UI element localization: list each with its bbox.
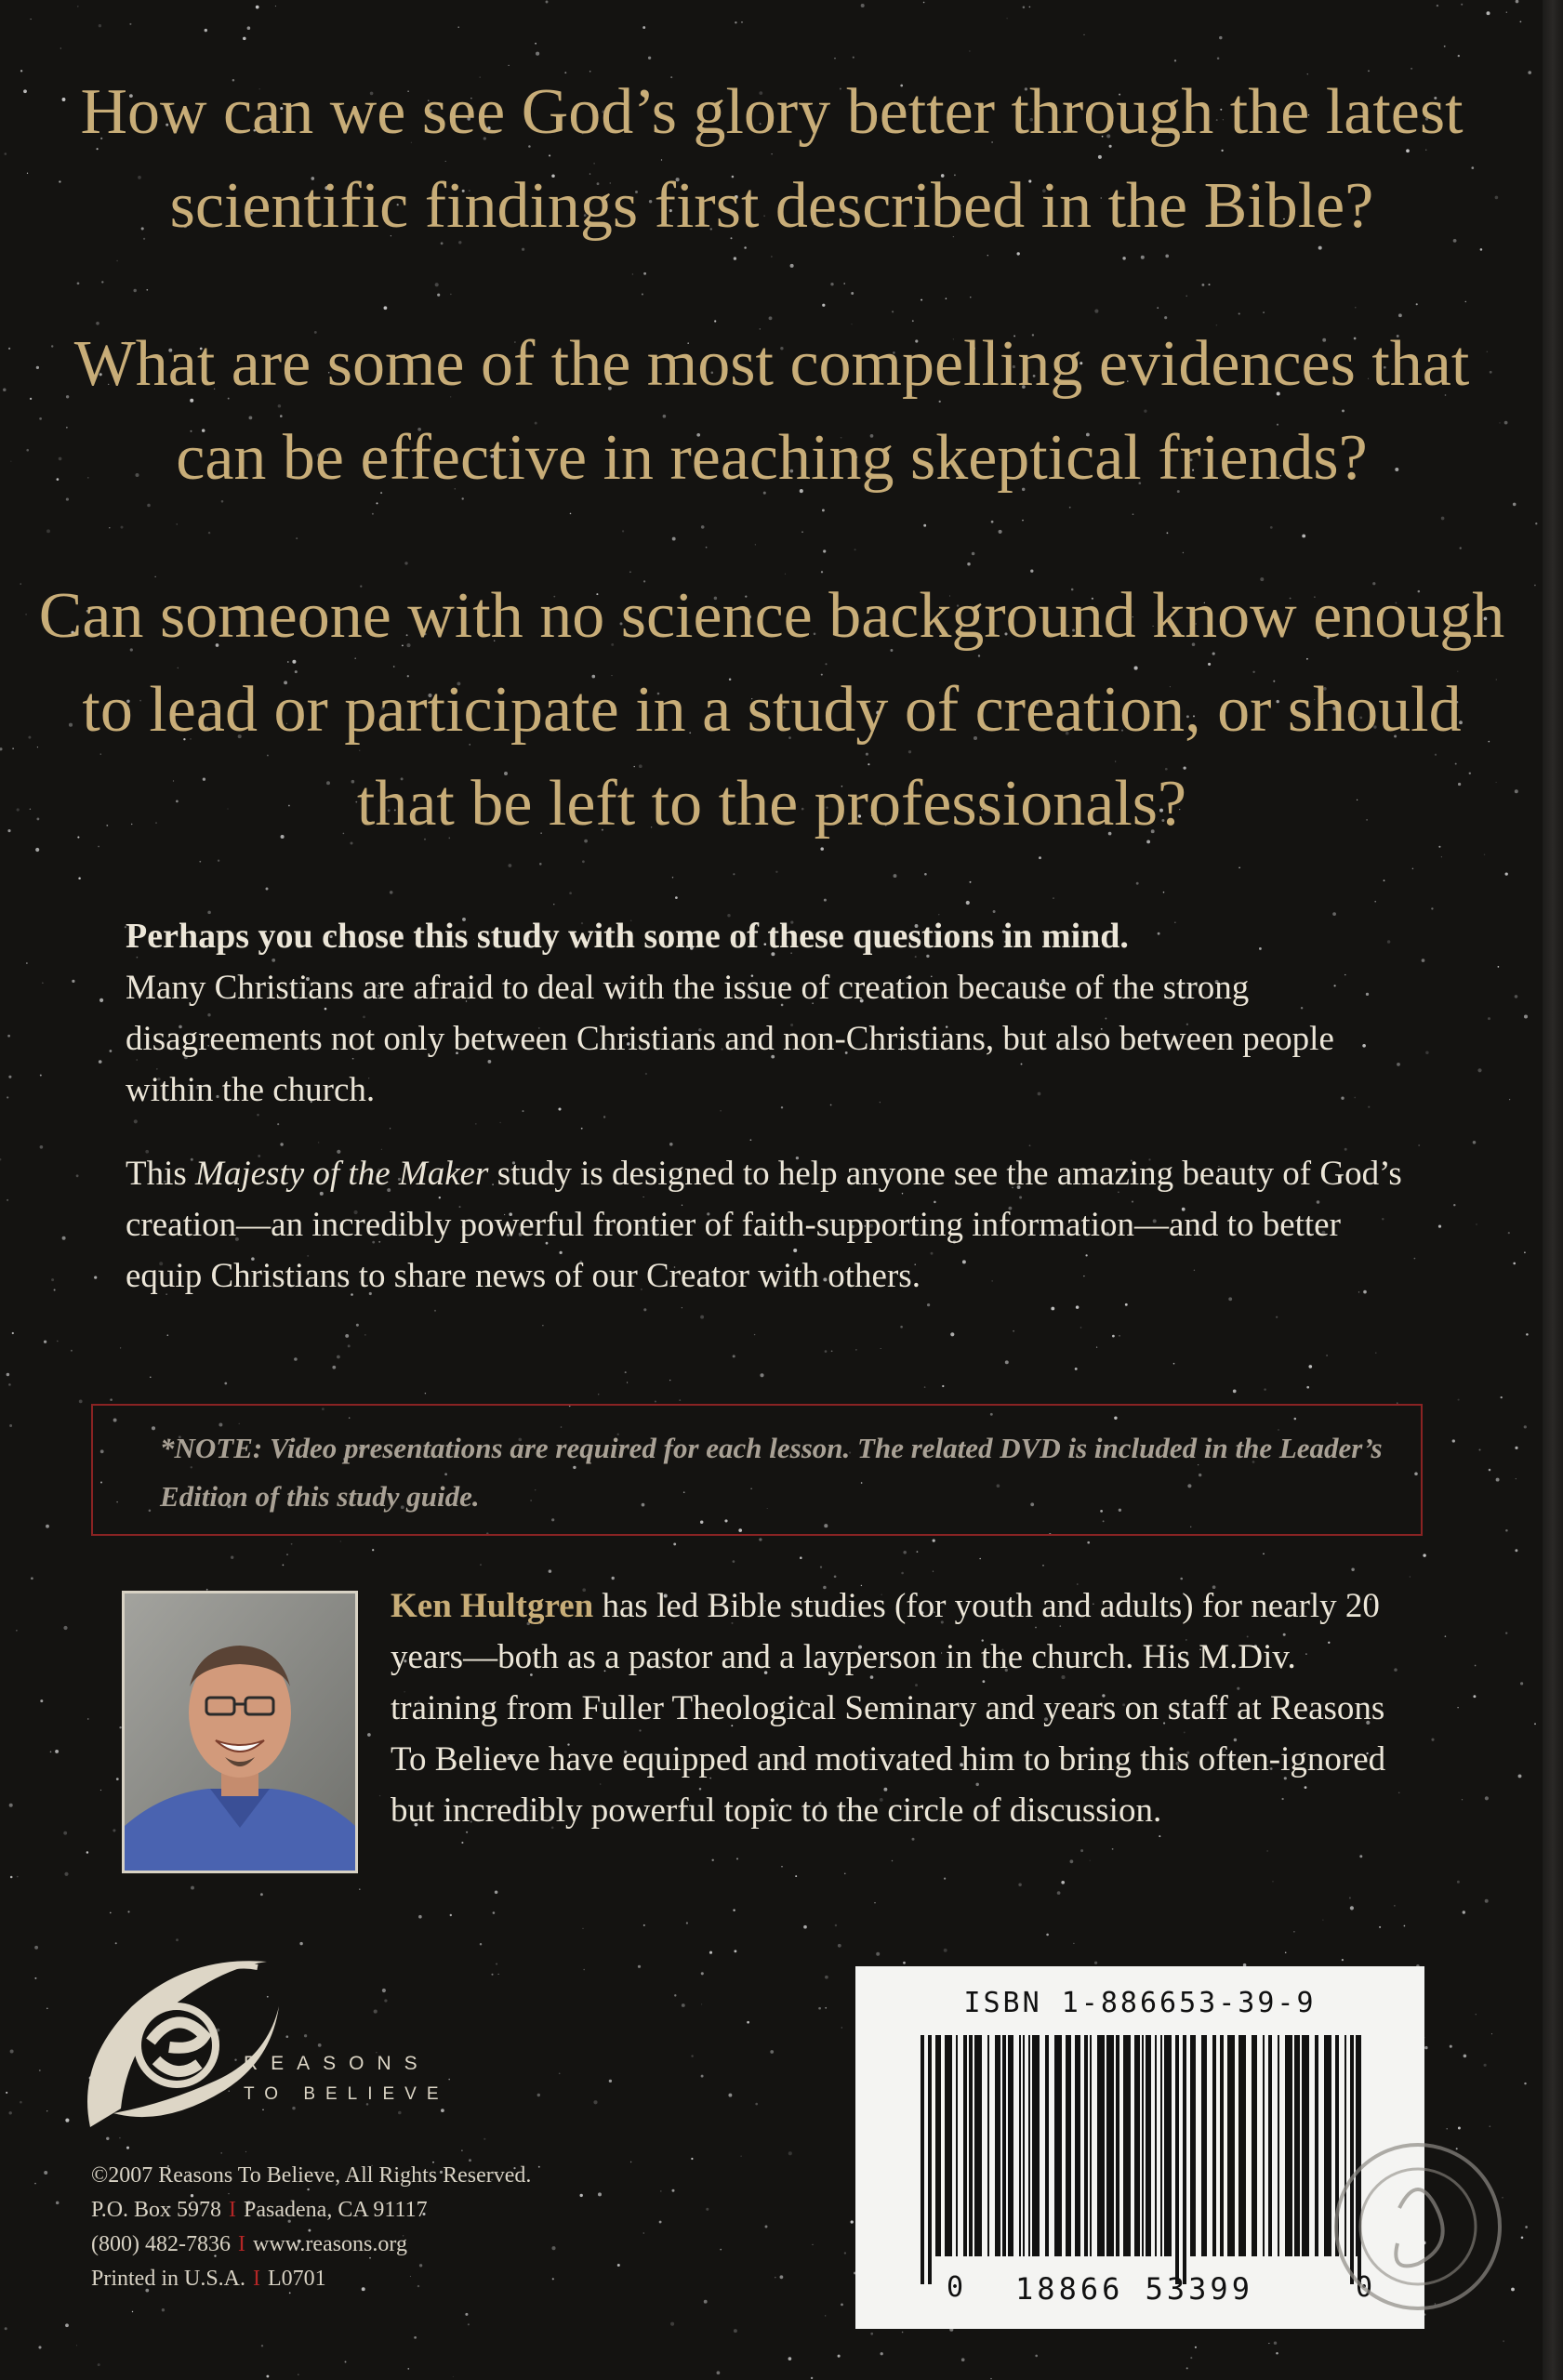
intro-p2-prefix: This <box>126 1155 196 1193</box>
intro-p2-rest: study is designed to help anyone see the amazing beauty of God’s creation—an incredibly powerful frontier of faith-supporting information—and to better equip Christians to share news of our Creator with others. <box>126 1155 1402 1295</box>
note-box <box>91 1404 1423 1536</box>
study-title: Majesty of the Maker <box>195 1155 489 1193</box>
intro-lead: Perhaps you chose this study with some of these questions in mind. <box>126 917 1129 956</box>
upc-digits: 18866 53399 <box>1015 2271 1253 2307</box>
isbn-text: ISBN 1-886653-39-9 <box>963 1987 1317 2019</box>
note-text: *NOTE: Video presentations are required for each lesson. The related DVD is included in the Leader’s Edition of this study guide. <box>160 1432 1383 1513</box>
question-3: Can someone with no science background know enough to lead or participate in a study of creation, or should that be left to the professionals? <box>38 580 1505 840</box>
contact-line <box>91 2228 531 2262</box>
copyright-line: ©2007 Reasons To Believe, All Rights Reserved. <box>91 2163 532 2188</box>
address-line <box>91 2193 531 2228</box>
phone: (800) 482-7836 <box>91 2232 231 2256</box>
question-1: How can we see God’s glory better through the latest scientific findings first described in the Bible? <box>80 76 1464 242</box>
question-2: What are some of the most compelling evidences that can be effective in reaching skeptical friends? <box>73 328 1470 494</box>
upc-left-digit: 0 <box>947 2271 964 2304</box>
intro-paragraph-1 <box>126 911 1404 1116</box>
questions-block <box>37 65 1506 851</box>
intro-body-1: Many Christians are afraid to deal with the issue of creation because of the strong disagreements not only between Christians and non-Christians, but also between people within the church. <box>126 969 1334 1109</box>
bookstore-stamp-icon <box>1325 2134 1511 2320</box>
upc-right-digit: 0 <box>1356 2271 1373 2304</box>
separator-2: I <box>237 2232 245 2256</box>
author-photo <box>122 1591 358 1873</box>
printed-line <box>91 2262 531 2296</box>
publisher-imprint <box>91 2159 531 2296</box>
author-bio <box>391 1580 1395 1836</box>
separator-1: I <box>229 2198 237 2222</box>
logo-text-to-believe: TO BELIEVE <box>244 2084 449 2104</box>
barcode-icon <box>893 2035 1387 2286</box>
author-bio-text: has led Bible studies (for youth and adults) for nearly 20 years—both as a pastor and a layperson in the church. His M.Div. training from Fuller Theological Seminary and years on staff at Reasons To Believe have equipped and motivated him to bring this often-ignored but incredibly powerful topic to the circle of discussion. <box>391 1587 1386 1830</box>
intro-text <box>126 911 1404 1302</box>
product-code: L0701 <box>268 2267 326 2291</box>
website: www.reasons.org <box>252 2232 407 2256</box>
author-name: Ken Hultgren <box>391 1587 594 1625</box>
logo-text-reasons: REASONS <box>244 2053 430 2074</box>
city: Pasadena, CA 91117 <box>244 2198 428 2222</box>
book-spine-edge <box>1543 0 1563 2380</box>
intro-paragraph-2 <box>126 1148 1404 1302</box>
separator-3: I <box>253 2267 261 2291</box>
reasons-to-believe-logo <box>76 1950 467 2136</box>
printed-in: Printed in U.S.A. <box>91 2267 246 2291</box>
po-box: P.O. Box 5978 <box>91 2198 222 2222</box>
